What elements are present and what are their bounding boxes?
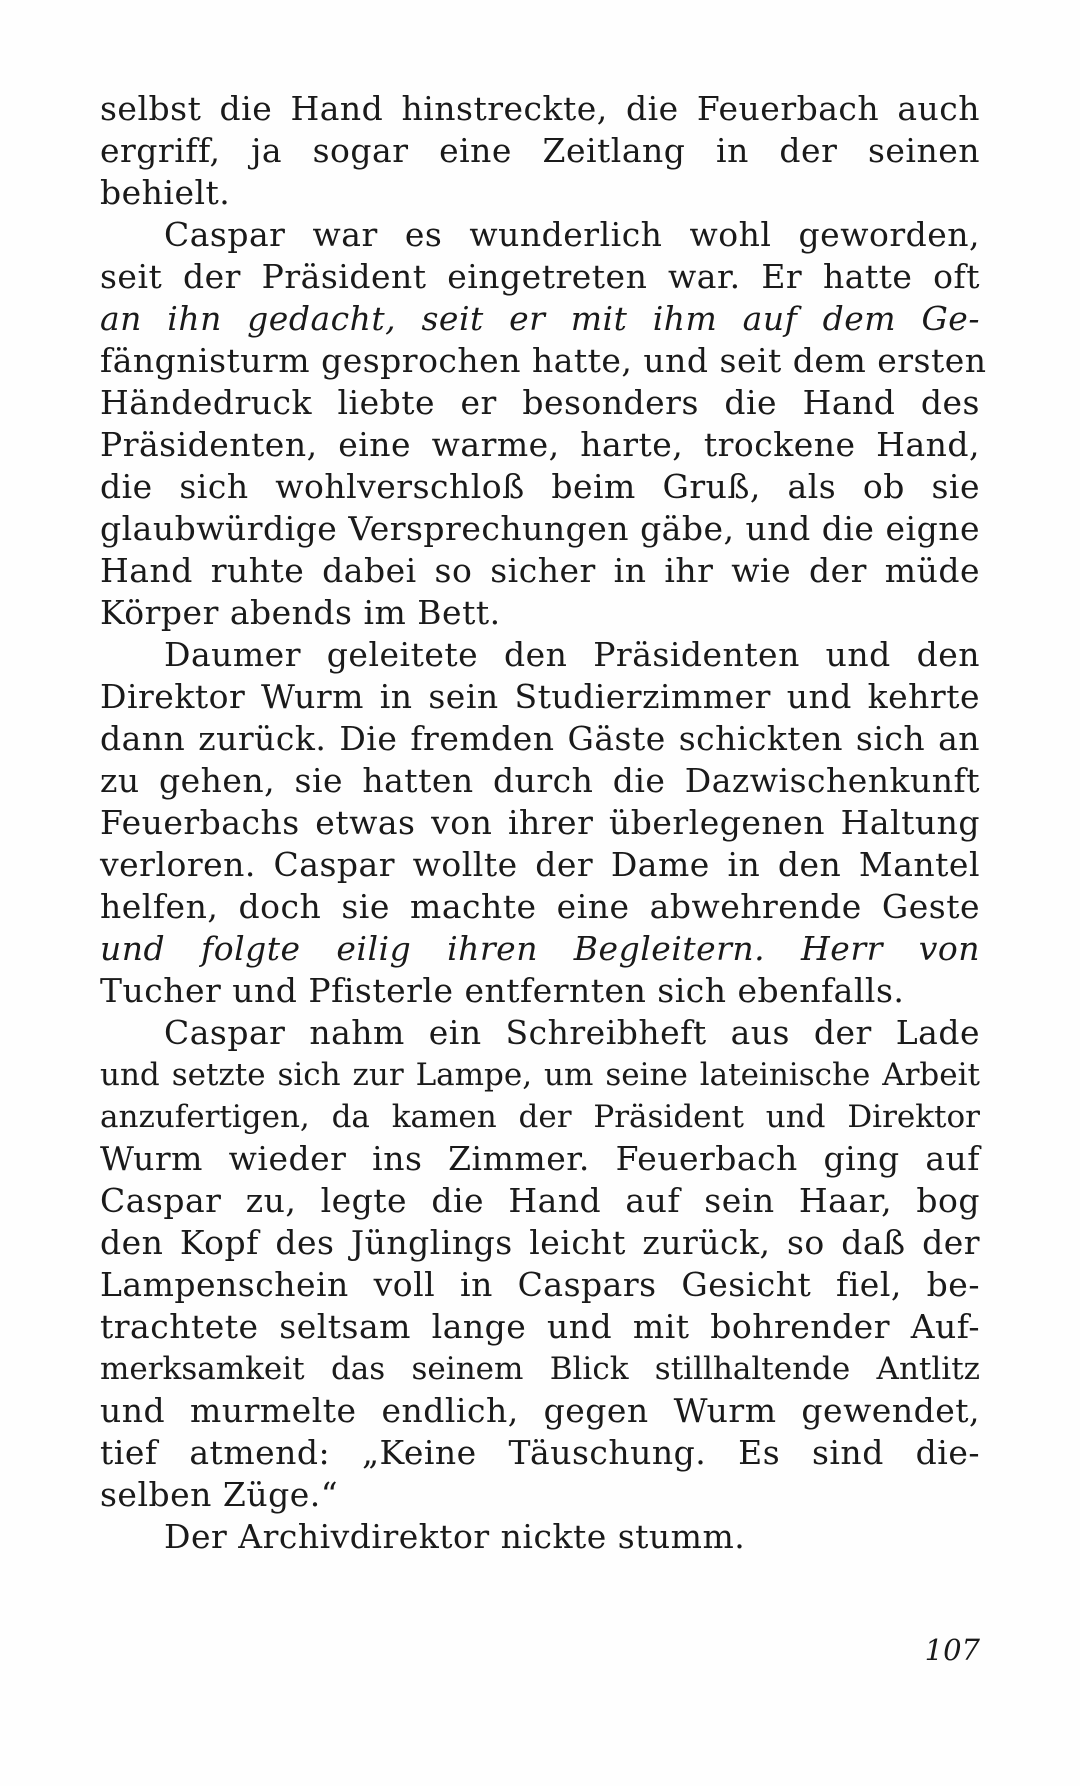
page-number: 107 (924, 1633, 980, 1667)
text-line: ergriff, ja sogar eine Zeitlang in der seinen (100, 131, 980, 170)
text-line: dann zurück. Die fremden Gäste schickten sich an (100, 719, 980, 758)
text-line: den Kopf des Jünglings leicht zurück, so daß der (100, 1223, 980, 1262)
text-line: Präsidenten, eine warme, harte, trockene Hand, (100, 425, 980, 464)
text-line: und folgte eilig ihren Begleitern. Herr von (100, 929, 980, 968)
text-line: an ihn gedacht, seit er mit ihm auf dem Ge- (100, 299, 980, 338)
text-line: glaubwürdige Versprechungen gäbe, und die eigne (100, 509, 980, 548)
text-line: merksamkeit das seinem Blick stillhaltende Antlitz (100, 1351, 980, 1387)
text-line: tief atmend: „Keine Täuschung. Es sind die- (100, 1433, 980, 1472)
text-line: zu gehen, sie hatten durch die Dazwischenkunft (100, 761, 980, 800)
text-line: behielt. (100, 173, 231, 212)
text-line: Der Archivdirektor nickte stumm. (164, 1517, 746, 1556)
text-line: Hand ruhte dabei so sicher in ihr wie der müde (100, 551, 980, 590)
text-line: Wurm wieder ins Zimmer. Feuerbach ging auf (100, 1139, 980, 1178)
text-line: Daumer geleitete den Präsidenten und den (164, 635, 980, 674)
text-line: Lampenschein voll in Caspars Gesicht fiel, be- (100, 1265, 980, 1304)
body-text (100, 88, 987, 1558)
text-line: die sich wohlverschloß beim Gruß, als ob sie (100, 467, 980, 506)
text-line: Körper abends im Bett. (100, 593, 501, 632)
text-line: selbst die Hand hinstreckte, die Feuerbach auch (100, 89, 980, 128)
text-line: anzufertigen, da kamen der Präsident und Direktor (100, 1099, 980, 1135)
text-line: Caspar zu, legte die Hand auf sein Haar, bog (100, 1181, 980, 1220)
text-line: Caspar nahm ein Schreibheft aus der Lade (164, 1013, 980, 1052)
text-line: fängnisturm gesprochen hatte, und seit dem ersten (100, 341, 987, 380)
text-line: und murmelte endlich, gegen Wurm gewendet, (100, 1391, 980, 1430)
text-line: verloren. Caspar wollte der Dame in den Mantel (100, 845, 980, 884)
text-line: Caspar war es wunderlich wohl geworden, (164, 215, 980, 254)
text-line: Händedruck liebte er besonders die Hand des (100, 383, 980, 422)
text-line: trachtete seltsam lange und mit bohrender Auf- (100, 1307, 980, 1346)
text-line: Feuerbachs etwas von ihrer überlegenen Haltung (100, 803, 980, 842)
text-line: seit der Präsident eingetreten war. Er hatte oft (100, 257, 980, 296)
text-line: und setzte sich zur Lampe, um seine lateinische Arbeit (100, 1057, 980, 1093)
text-line: selben Züge.“ (100, 1475, 339, 1514)
text-line: Tucher und Pfisterle entfernten sich ebenfalls. (100, 971, 905, 1010)
text-line: Direktor Wurm in sein Studierzimmer und kehrte (100, 677, 980, 716)
text-line: helfen, doch sie machte eine abwehrende Geste (100, 887, 980, 926)
